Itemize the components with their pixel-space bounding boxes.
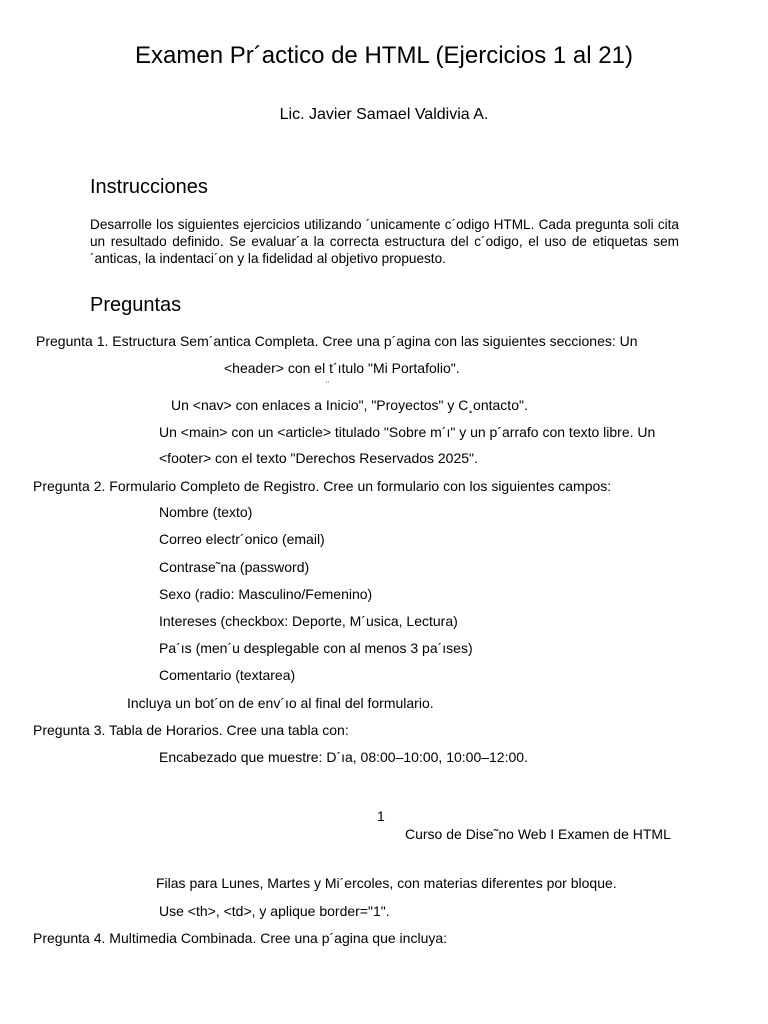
question-3-item-tags: Use <th>, <td>, y aplique border="1". [159,903,390,919]
question-1-title: Pregunta 1. Estructura Sem´antica Completa. Cree una p´agina con las siguientes secciones: Un [36,333,638,349]
question-2-field-name: Nombre (texto) [159,504,253,520]
question-2-field-comment: Comentario (textarea) [159,667,296,683]
question-3-title: Pregunta 3. Tabla de Horarios. Cree una tabla con: [33,722,349,738]
question-4-title: Pregunta 4. Multimedia Combinada. Cree una p´agina que incluya: [33,930,448,946]
question-1-item-nav: Un <nav> con enlaces a Inicio", "Proyectos" y C¸ontacto". [171,397,528,413]
diaeresis-mark: ¨ [326,380,329,390]
question-1-item-footer: <footer> con el texto "Derechos Reservados 2025". [159,450,478,466]
question-1-item-main: Un <main> con un <article> titulado "Sobre m´ı" y un p´arrafo con texto libre. Un [159,424,656,440]
question-2-field-interests: Intereses (checkbox: Deporte, M´usica, Lectura) [159,613,458,629]
question-3-item-rows: Filas para Lunes, Martes y Mi´ercoles, con materias diferentes por bloque. [156,875,617,891]
question-2-field-country: Pa´ıs (men´u desplegable con al menos 3 pa´ıses) [159,640,473,656]
instructions-heading: Instrucciones [90,176,208,198]
page-number: 1 [377,808,385,824]
author-name: Lic. Javier Samael Valdivia A. [279,106,489,123]
question-2-field-password: Contrase˜na (password) [159,559,310,575]
question-2-submit-note: Incluya un bot´on de env´ıo al final del formulario. [127,695,434,711]
question-2-title: Pregunta 2. Formulario Completo de Registro. Cree un formulario con los siguientes campos: [33,478,612,494]
question-2-field-email: Correo electr´onico (email) [159,531,325,547]
instructions-paragraph: Desarrolle los siguientes ejercicios utilizando ´unicamente c´odigo HTML. Cada pregunta soli cita un resultado definido. Se evaluar´a la correcta estructura del c´odigo, el uso de etiquetas sem´anticas, la indentaci´on y la fidelidad al objetivo propuesto. [90,217,679,266]
running-footer: Curso de Dise˜no Web I Examen de HTML [405,826,671,842]
document-title: Examen Pr´actico de HTML (Ejercicios 1 al 21) [135,42,633,69]
question-2-field-sex: Sexo (radio: Masculino/Femenino) [159,586,373,602]
question-3-item-header: Encabezado que muestre: D´ıa, 08:00–10:00, 10:00–12:00. [159,749,528,765]
question-1-item-header: <header> con el t´ıtulo "Mi Portafolio". [224,360,460,376]
questions-heading: Preguntas [90,294,182,316]
